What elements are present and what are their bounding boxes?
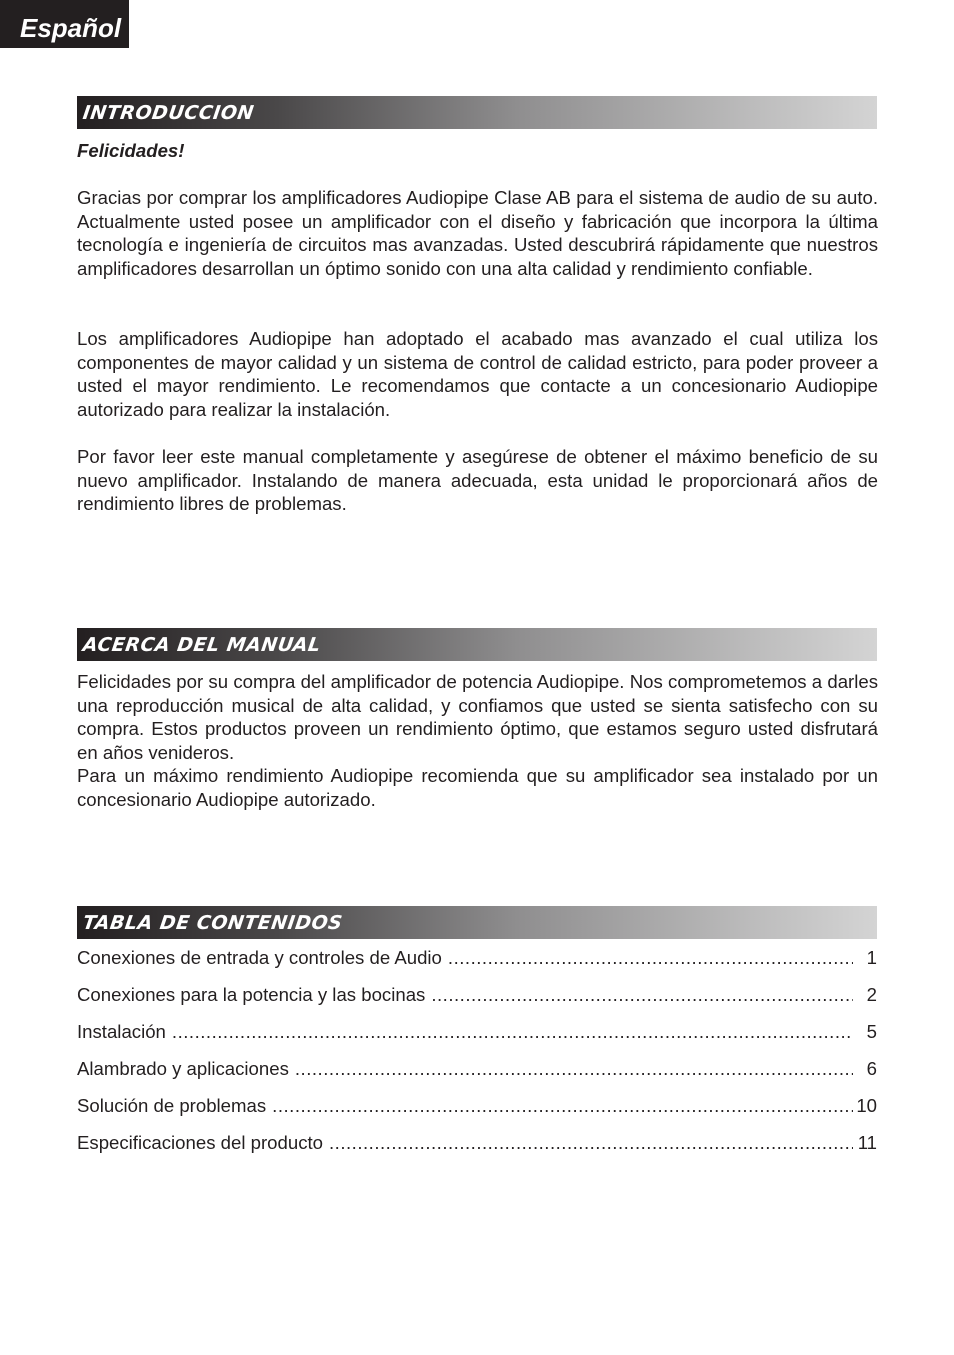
- toc-entry[interactable]: [77, 982, 877, 1019]
- toc-entry-page: 6: [866, 1058, 877, 1079]
- toc-section-title: TABLA DE CONTENIDOS: [81, 912, 344, 934]
- toc-entry-page: 2: [866, 984, 877, 1005]
- toc-section-header: [77, 906, 877, 939]
- toc-entry[interactable]: [77, 1130, 877, 1167]
- toc-entry-label: Especificaciones del producto: [77, 1132, 323, 1153]
- toc-entry[interactable]: [77, 1019, 877, 1056]
- toc-dot-leader: [431, 982, 853, 1008]
- toc-dot-leader: [295, 1056, 853, 1082]
- toc-dot-leader: [172, 1019, 853, 1045]
- toc-entry-page: 5: [866, 1021, 877, 1042]
- about-paragraph-2: Para un máximo rendimiento Audiopipe recomienda que su amplificador sea instalado por un concesionario Audiopipe autorizado.: [77, 765, 878, 810]
- about-paragraph-1: Felicidades por su compra del amplificador de potencia Audiopipe. Nos comprometemos a darles una reproducción musical de alta calidad, y confiamos que usted se sienta satisfecho con su compra. Estos productos proveen un rendimiento óptimo, que estamos seguro usted disfrutará en años venideros.: [77, 671, 878, 763]
- toc-entry-page: 11: [857, 1132, 877, 1153]
- intro-paragraph-1: Gracias por comprar los amplificadores Audiopipe Clase AB para el sistema de audio de su auto. Actualmente usted posee un amplificador con el diseño y fabricación que incorpora la última tecnología e ingeniería de circuitos mas avanzadas. Usted descubrirá rápidamente que nuestros amplificadores desarrollan un óptimo sonido con una alta calidad y rendimiento confiable.: [77, 187, 878, 279]
- about-section-title: ACERCA DEL MANUAL: [81, 634, 323, 656]
- toc-dot-leader: [448, 945, 853, 971]
- toc-dot-leader: [272, 1093, 853, 1119]
- intro-paragraph-2: Los amplificadores Audiopipe han adoptado el acabado mas avanzado el cual utiliza los componentes de mayor calidad y un sistema de control de calidad estricto, para poder proveer a usted el mayor rendimiento. Le recomendamos que contacte a un concesionario Audiopipe autorizado para realizar la instalación.: [77, 328, 878, 420]
- about-section-header: [77, 628, 877, 661]
- toc-entry-label: Instalación: [77, 1021, 166, 1042]
- toc-entry-page: 10: [856, 1095, 877, 1116]
- toc-entry[interactable]: [77, 1056, 877, 1093]
- toc-dot-leader: [329, 1130, 853, 1156]
- intro-section-header: [77, 96, 877, 129]
- toc-entry-label: Solución de problemas: [77, 1095, 267, 1116]
- toc-entry[interactable]: [77, 1093, 877, 1130]
- intro-greeting: Felicidades!: [77, 140, 185, 161]
- language-tab: Español: [0, 0, 129, 48]
- intro-paragraph-3: Por favor leer este manual completamente y asegúrese de obtener el máximo beneficio de su nuevo amplificador. Instalando de manera adecuada, esta unidad le proporcionará años de rendimiento libres de problemas.: [77, 446, 878, 514]
- toc-entry-label: Alambrado y aplicaciones: [77, 1058, 289, 1079]
- toc-entry-label: Conexiones para la potencia y las bocinas: [77, 984, 426, 1005]
- toc-entry[interactable]: [77, 945, 877, 982]
- table-of-contents: [77, 945, 877, 1167]
- toc-entry-page: 1: [866, 947, 877, 968]
- intro-section-title: INTRODUCCION: [81, 102, 256, 124]
- toc-entry-label: Conexiones de entrada y controles de Audio: [77, 947, 442, 968]
